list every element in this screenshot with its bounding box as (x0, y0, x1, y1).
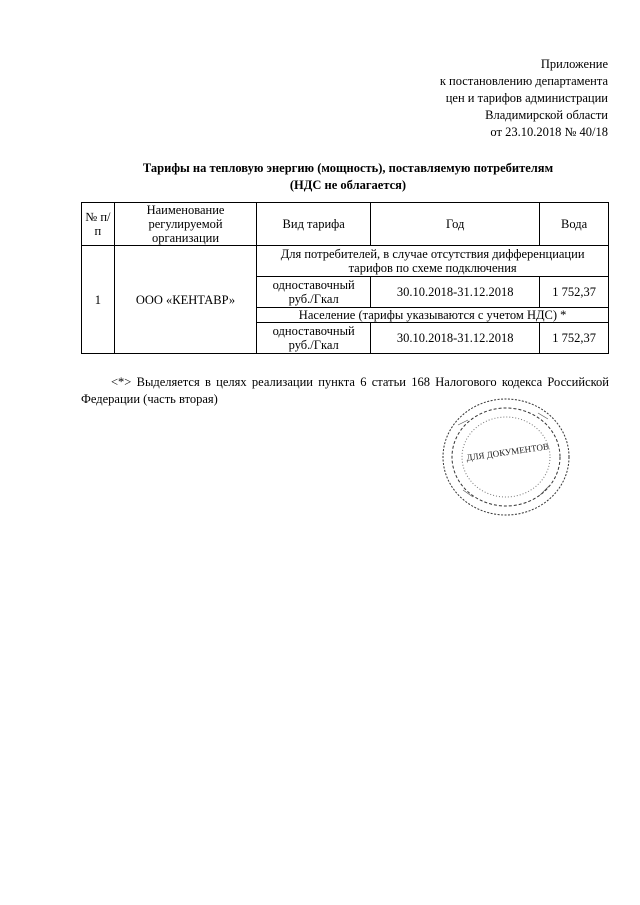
row-number-cell: 1 (82, 246, 115, 354)
tariff-type-cell: одноставочный руб./Гкал (257, 277, 371, 308)
tariffs-table (81, 202, 609, 354)
seal-stamp (438, 395, 573, 520)
appendix-line-4: Владимирской области (485, 108, 608, 122)
tariff-type-cell: одноставочный руб./Гкал (257, 323, 371, 354)
section-2-cell: Население (тарифы указываются с учетом НДС) * (257, 308, 609, 323)
header-water: Вода (540, 203, 609, 246)
appendix-line-2: к постановлению департамента (439, 74, 608, 88)
header-org: Наименование регулируемой организации (114, 203, 256, 246)
header-type: Вид тарифа (257, 203, 371, 246)
period-cell: 30.10.2018-31.12.2018 (371, 277, 540, 308)
header-num: № п/п (82, 203, 115, 246)
appendix-line-3: цен и тарифов администрации (445, 91, 608, 105)
value-cell: 1 752,37 (540, 323, 609, 354)
document-title (0, 160, 640, 194)
appendix-line-1: Приложение (540, 57, 608, 71)
footnote-text: <*> Выделяется в целях реализации пункта 6 статьи 168 Налогового кодекса Российской Федерации (часть вторая) (81, 375, 609, 406)
header-year: Год (371, 203, 540, 246)
title-line-2: (НДС не облагается) (289, 178, 407, 192)
title-line-1: Тарифы на тепловую энергию (мощность), поставляемую потребителям (142, 161, 554, 175)
period-cell: 30.10.2018-31.12.2018 (371, 323, 540, 354)
table-header-row (82, 203, 609, 246)
appendix-header (440, 56, 608, 141)
section-1-cell: Для потребителей, в случае отсутствия дифференциации тарифов по схеме подключения (257, 246, 609, 277)
stamp-text: ДЛЯ ДОКУМЕНТОВ (465, 441, 550, 463)
value-cell: 1 752,37 (540, 277, 609, 308)
org-name-cell: ООО «КЕНТАВР» (114, 246, 256, 354)
appendix-line-5: от 23.10.2018 № 40/18 (490, 125, 608, 139)
table-row (82, 246, 609, 277)
